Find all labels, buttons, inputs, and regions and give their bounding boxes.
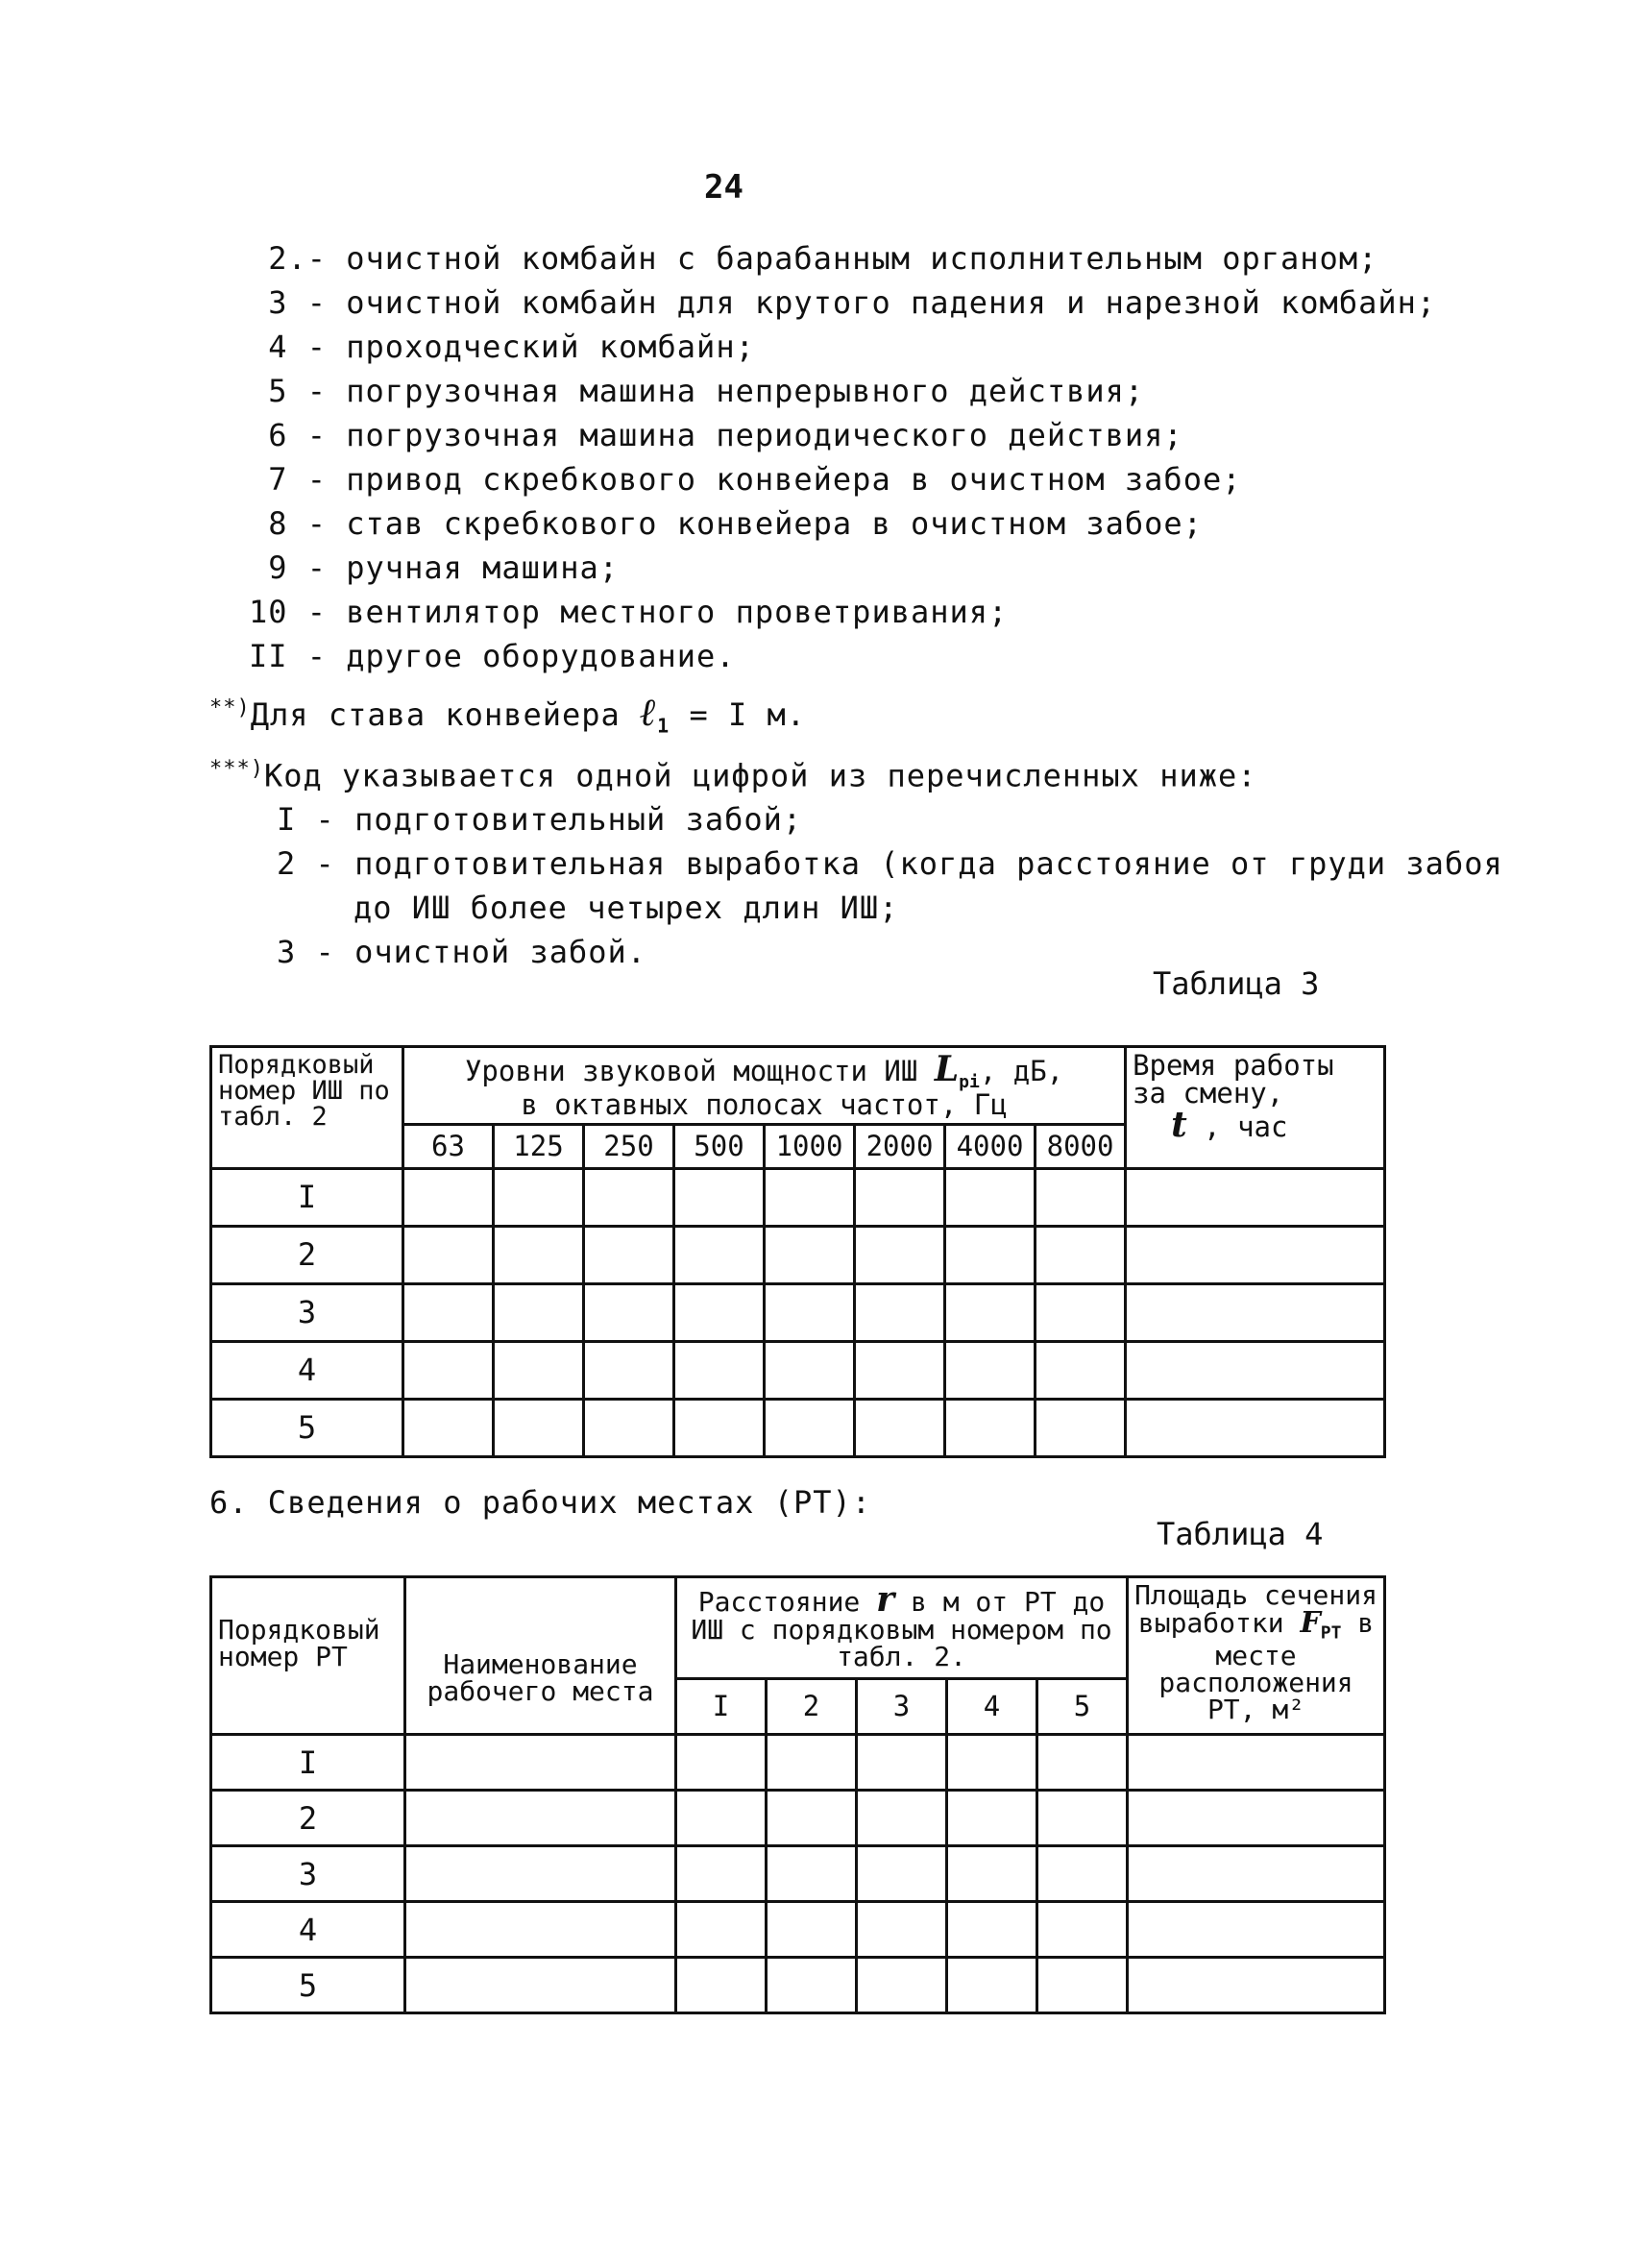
table3-cell[interactable] xyxy=(945,1399,1036,1456)
table4-cell[interactable] xyxy=(857,1846,947,1902)
table4-cell[interactable] xyxy=(1037,1958,1128,2013)
table3-cell[interactable] xyxy=(403,1226,494,1283)
table4-area-header: Площадь сечения выработки $F_{PT}$ в месте расположения РТ, м² xyxy=(1128,1577,1385,1735)
table4-row-number: 2 xyxy=(211,1791,405,1846)
table3-cell[interactable] xyxy=(1126,1341,1385,1399)
table3-cell[interactable] xyxy=(584,1168,674,1226)
table3-freq-header: 4000 xyxy=(945,1124,1036,1168)
table3-cell[interactable] xyxy=(584,1399,674,1456)
table3-freq-header: 250 xyxy=(584,1124,674,1168)
list-item: II - другое оборудование. xyxy=(248,638,736,674)
table4-cell[interactable] xyxy=(1128,1902,1385,1958)
table4 xyxy=(209,1575,1386,2014)
table4-row-number: 4 xyxy=(211,1902,405,1958)
page-number: 24 xyxy=(704,168,743,207)
table4-cell[interactable] xyxy=(405,1902,676,1958)
table4-cell[interactable] xyxy=(767,1902,857,1958)
table3-cell[interactable] xyxy=(1126,1283,1385,1341)
table3-cell[interactable] xyxy=(765,1226,855,1283)
table4-cell[interactable] xyxy=(405,1735,676,1791)
table3-cell[interactable] xyxy=(855,1283,945,1341)
table4-cell[interactable] xyxy=(405,1791,676,1846)
table-row xyxy=(211,1283,1385,1341)
table3-time-header: Время работы за смену, t , час xyxy=(1126,1047,1385,1169)
table-row xyxy=(211,1168,1385,1226)
table3-cell[interactable] xyxy=(945,1226,1036,1283)
table3-levels-header: Уровни звуковой мощности ИШ $L_{pi}$, дБ, в октавных полосах частот, Гц xyxy=(403,1047,1126,1125)
table4-cell[interactable] xyxy=(676,1791,767,1846)
table3-cell[interactable] xyxy=(674,1399,765,1456)
table3-cell[interactable] xyxy=(494,1226,584,1283)
table4-source-number: 3 xyxy=(857,1679,947,1735)
table3-freq-header: 8000 xyxy=(1036,1124,1126,1168)
table3-cell[interactable] xyxy=(403,1341,494,1399)
list-item: 2.- очистной комбайн с барабанным исполнительным органом; xyxy=(268,240,1378,277)
table4-cell[interactable] xyxy=(947,1846,1037,1902)
table4-row-number: 5 xyxy=(211,1958,405,2013)
table3-cell[interactable] xyxy=(494,1341,584,1399)
table3-cell[interactable] xyxy=(945,1168,1036,1226)
table3-cell[interactable] xyxy=(1126,1226,1385,1283)
table4-cell[interactable] xyxy=(676,1958,767,2013)
table3-cell[interactable] xyxy=(1036,1226,1126,1283)
table-row xyxy=(211,1341,1385,1399)
table3-cell[interactable] xyxy=(765,1283,855,1341)
table4-source-number: I xyxy=(676,1679,767,1735)
table3-cell[interactable] xyxy=(945,1283,1036,1341)
list-item: 10 - вентилятор местного проветривания; xyxy=(248,594,1009,630)
table4-cell[interactable] xyxy=(1128,1791,1385,1846)
table4-cell[interactable] xyxy=(947,1791,1037,1846)
table-row xyxy=(211,1958,1385,2013)
table-row xyxy=(211,1226,1385,1283)
table4-cell[interactable] xyxy=(405,1958,676,2013)
table4-cell[interactable] xyxy=(676,1846,767,1902)
table4-cell[interactable] xyxy=(1128,1846,1385,1902)
table3-cell[interactable] xyxy=(855,1399,945,1456)
table4-cell[interactable] xyxy=(1128,1958,1385,2013)
table3-freq-header: 500 xyxy=(674,1124,765,1168)
table4-cell[interactable] xyxy=(676,1735,767,1791)
table4-cell[interactable] xyxy=(1037,1791,1128,1846)
table4-source-number: 2 xyxy=(767,1679,857,1735)
list-item: 6 - погрузочная машина периодического действия; xyxy=(268,417,1183,453)
table4-cell[interactable] xyxy=(857,1902,947,1958)
table3-freq-header: 2000 xyxy=(855,1124,945,1168)
code-item: I - подготовительный забой; xyxy=(277,801,803,838)
table3-freq-header: 1000 xyxy=(765,1124,855,1168)
table3-cell[interactable] xyxy=(403,1168,494,1226)
table3-cell[interactable] xyxy=(1126,1399,1385,1456)
table3-cell[interactable] xyxy=(765,1341,855,1399)
section6-heading: 6. Сведения о рабочих местах (РТ): xyxy=(209,1484,872,1521)
table3-cell[interactable] xyxy=(494,1168,584,1226)
table3-cell[interactable] xyxy=(674,1341,765,1399)
table4-cell[interactable] xyxy=(1037,1846,1128,1902)
list-item: 8 - став скребкового конвейера в очистном забое; xyxy=(268,505,1203,542)
table3-cell[interactable] xyxy=(1036,1168,1126,1226)
table4-distance-header: Расстояние r в м от РТ до ИШ с порядковым номером по табл. 2. xyxy=(676,1577,1128,1679)
table3-col1-header: Порядковый номер ИШ по табл. 2 xyxy=(211,1047,403,1169)
table-row xyxy=(211,1846,1385,1902)
table4-cell[interactable] xyxy=(767,1791,857,1846)
table4-cell[interactable] xyxy=(857,1735,947,1791)
table3-cell[interactable] xyxy=(1036,1283,1126,1341)
table3-cell[interactable] xyxy=(674,1283,765,1341)
table3-caption: Таблица 3 xyxy=(1153,965,1320,1002)
list-item: 5 - погрузочная машина непрерывного действия; xyxy=(268,373,1145,409)
table3-freq-header: 125 xyxy=(494,1124,584,1168)
table4-cell[interactable] xyxy=(767,1735,857,1791)
table3-cell[interactable] xyxy=(584,1341,674,1399)
table3-cell[interactable] xyxy=(855,1168,945,1226)
table4-source-number: 4 xyxy=(947,1679,1037,1735)
code-item: 2 - подготовительная выработка (когда расстояние от груди забоя xyxy=(277,845,1503,882)
table4-row-number: I xyxy=(211,1735,405,1791)
table3-cell[interactable] xyxy=(1036,1341,1126,1399)
table3-cell[interactable] xyxy=(945,1341,1036,1399)
table-row xyxy=(211,1791,1385,1846)
footnote-conveyor: **)Для става конвейера ℓ$_1$ = I м. xyxy=(209,690,807,738)
list-item: 4 - проходческий комбайн; xyxy=(268,329,755,365)
table3-row-number: 5 xyxy=(211,1399,403,1456)
table4-cell[interactable] xyxy=(1037,1902,1128,1958)
table3 xyxy=(209,1045,1386,1458)
table3-cell[interactable] xyxy=(855,1226,945,1283)
table4-row-number: 3 xyxy=(211,1846,405,1902)
table3-cell[interactable] xyxy=(674,1168,765,1226)
table4-cell[interactable] xyxy=(857,1791,947,1846)
table-row xyxy=(211,1399,1385,1456)
table3-row-number: 4 xyxy=(211,1341,403,1399)
code-item-continuation: до ИШ более четырех длин ИШ; xyxy=(353,890,899,926)
table-row xyxy=(211,1735,1385,1791)
code-item: 3 - очистной забой. xyxy=(277,934,647,970)
table3-cell[interactable] xyxy=(494,1283,584,1341)
footnote-code: ***)Код указывается одной цифрой из перечисленных ниже: xyxy=(209,757,1257,794)
list-item: 7 - привод скребкового конвейера в очистном забое; xyxy=(268,461,1242,498)
table4-cell[interactable] xyxy=(1128,1735,1385,1791)
list-item: 3 - очистной комбайн для крутого падения и нарезной комбайн; xyxy=(268,284,1437,321)
table3-row-number: 3 xyxy=(211,1283,403,1341)
table4-cell[interactable] xyxy=(405,1846,676,1902)
table4-source-number: 5 xyxy=(1037,1679,1128,1735)
table3-row-number: I xyxy=(211,1168,403,1226)
table3-cell[interactable] xyxy=(1036,1399,1126,1456)
length-symbol: ℓ xyxy=(640,690,658,735)
table4-cell[interactable] xyxy=(1037,1735,1128,1791)
table4-col1-header: Порядковый номер РТ xyxy=(211,1577,405,1735)
table4-cell[interactable] xyxy=(947,1735,1037,1791)
table3-freq-header: 63 xyxy=(403,1124,494,1168)
table3-cell[interactable] xyxy=(584,1283,674,1341)
table3-cell[interactable] xyxy=(584,1226,674,1283)
table3-cell[interactable] xyxy=(494,1399,584,1456)
table3-cell[interactable] xyxy=(765,1399,855,1456)
table3-cell[interactable] xyxy=(403,1283,494,1341)
list-item: 9 - ручная машина; xyxy=(268,549,619,586)
table3-cell[interactable] xyxy=(403,1399,494,1456)
table4-cell[interactable] xyxy=(947,1958,1037,2013)
table4-cell[interactable] xyxy=(767,1846,857,1902)
table4-cell[interactable] xyxy=(947,1902,1037,1958)
table3-cell[interactable] xyxy=(1126,1168,1385,1226)
table4-cell[interactable] xyxy=(676,1902,767,1958)
table-row xyxy=(211,1902,1385,1958)
table3-cell[interactable] xyxy=(765,1168,855,1226)
table4-cell[interactable] xyxy=(857,1958,947,2013)
table3-row-number: 2 xyxy=(211,1226,403,1283)
table3-cell[interactable] xyxy=(855,1341,945,1399)
table3-cell[interactable] xyxy=(674,1226,765,1283)
table4-caption: Таблица 4 xyxy=(1157,1516,1324,1552)
table4-cell[interactable] xyxy=(767,1958,857,2013)
table4-col2-header: Наименование рабочего места xyxy=(405,1577,676,1735)
